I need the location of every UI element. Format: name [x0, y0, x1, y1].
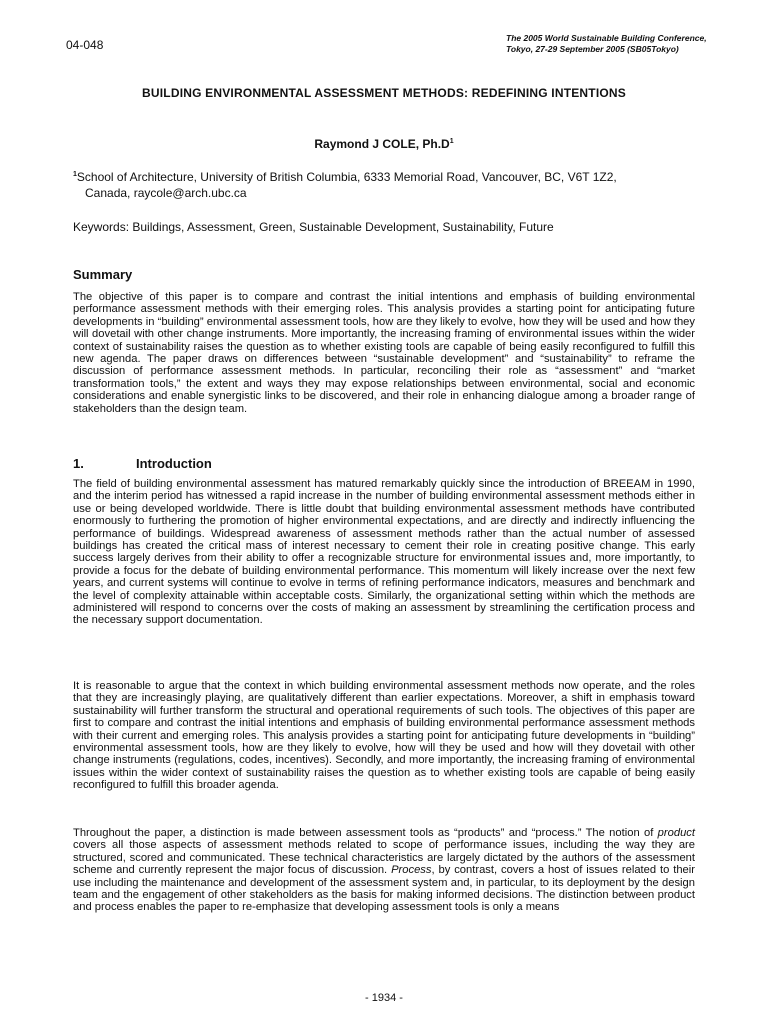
intro-paragraph-3	[73, 827, 695, 914]
p3-text-a: Throughout the paper, a distinction is made between assessment tools as “products” and “process.” The notion of	[73, 827, 658, 839]
affiliation-sup: 1	[73, 171, 77, 178]
summary-paragraph: The objective of this paper is to compare and contrast the initial intentions and emphasis of building environmental performance assessment methods with their emerging roles. This analysis provides a starting point for anticipating future developments in “building” environmental assessment tools, how are they likely to evolve, how they will be used and how they will dovetail with other change instruments. More importantly, the increasing framing of environmental issues within the wider context of sustainability raises the question as to whether existing tools are capable of being easily reconfigured to fulfill this new agenda. The paper draws on differences between “sustainable development” and “sustainability” to reframe the discussion of performance assessment methods. In particular, reconciling their role as “assessment” and “market transformation tools,” the extent and ways they may expose relationships between environmental, social and economic considerations and enable synergistic links to be discovered, and their role in enhancing dialogue among a broader range of stakeholders than the design team.	[73, 291, 695, 415]
intro-paragraph-2: It is reasonable to argue that the context in which building environmental assessment methods now operate, and the roles that they are increasingly playing, are qualitatively different than earlier expectations. Moreover, a shift in emphasis toward sustainability will further transform the structural and operational requirements of such tools. The objectives of this paper are first to compare and contrast the initial intentions and emphasis of building environmental performance assessment methods with their current and emerging roles. This analysis provides a starting point for anticipating future developments in “building” environmental assessment tools, how are they likely to evolve, how will they be used and how will they dovetail with other change instruments (regulations, codes, incentives). Secondly, and more importantly, the increasing framing of environmental issues within the wider context of sustainability raises the question as to whether existing tools are capable of being easily reconfigured to fulfill this broader agenda.	[73, 680, 695, 792]
author-name: Raymond J COLE, Ph.D	[314, 137, 450, 151]
conference-line-1: The 2005 World Sustainable Building Conference,	[506, 33, 707, 43]
author-sup: 1	[449, 138, 454, 145]
affiliation-line-1: School of Architecture, University of British Columbia, 6333 Memorial Road, Vancouver, BC, V6T 1Z2,	[76, 170, 617, 184]
summary-heading: Summary	[73, 267, 133, 282]
conference-line-2: Tokyo, 27-29 September 2005 (SB05Tokyo)	[506, 44, 679, 54]
introduction-heading	[73, 456, 212, 471]
conference-header	[506, 33, 707, 55]
paper-id: 04-048	[66, 38, 104, 52]
page-number: - 1934 -	[365, 992, 403, 1004]
p3-italic-product: product	[657, 827, 695, 839]
p3-text-c: , by contrast, covers a host of issues related to their use including the maintenance and development of the assessment system and, in particular, to its deployment by the design team and the engagement of other stakeholders as the basis for making informed decisions. The distinction between product and process enables the paper to re-emphasize that developing assessment tools is only a means	[73, 864, 695, 914]
author-line	[0, 137, 768, 151]
keywords: Keywords: Buildings, Assessment, Green, Sustainable Development, Sustainability, Future	[73, 220, 554, 234]
intro-paragraph-1: The field of building environmental assessment has matured remarkably quickly since the introduction of BREEAM in 1990, and the interim period has witnessed a rapid increase in the number of building environmental assessment methods either in use or being developed worldwide. There is little doubt that building environmental assessment methods have contributed enormously to furthering the promotion of higher environmental expectations, and are directly and indirectly influencing the performance of buildings. Widespread awareness of assessment methods rather than the actual number of assessed buildings has created the critical mass of interest necessary to cement their role in creating positive change. This early success largely derives from their ability to offer a recognizable structure for environmental issues and, more importantly, to provide a focus for the debate of building environmental performance. This momentum will likely increase over the next few years, and current systems will continue to evolve in terms of refining performance indicators, measures and benchmark and the level of complexity attainable within acceptable costs. Similarly, the organizational setting within which the methods are administered will respond to concerns over the costs of making an assessment by streamlining the certification process and the necessary support documentation.	[73, 478, 695, 627]
affiliation-line-2: Canada, raycole@arch.ubc.ca	[85, 186, 247, 200]
paper-title: BUILDING ENVIRONMENTAL ASSESSMENT METHODS: REDEFINING INTENTIONS	[142, 86, 626, 100]
p3-text-b: covers all those aspects of assessment methods related to scope of performance issues, including the way they are structured, scored and communicated. These technical characteristics are largely dictated by the authors of the assessment scheme and currently represent the major focus of discussion.	[73, 839, 695, 877]
section-number: 1.	[73, 456, 84, 471]
affiliation	[73, 167, 697, 201]
p3-italic-process: Process	[391, 864, 432, 877]
section-title: Introduction	[136, 456, 212, 471]
